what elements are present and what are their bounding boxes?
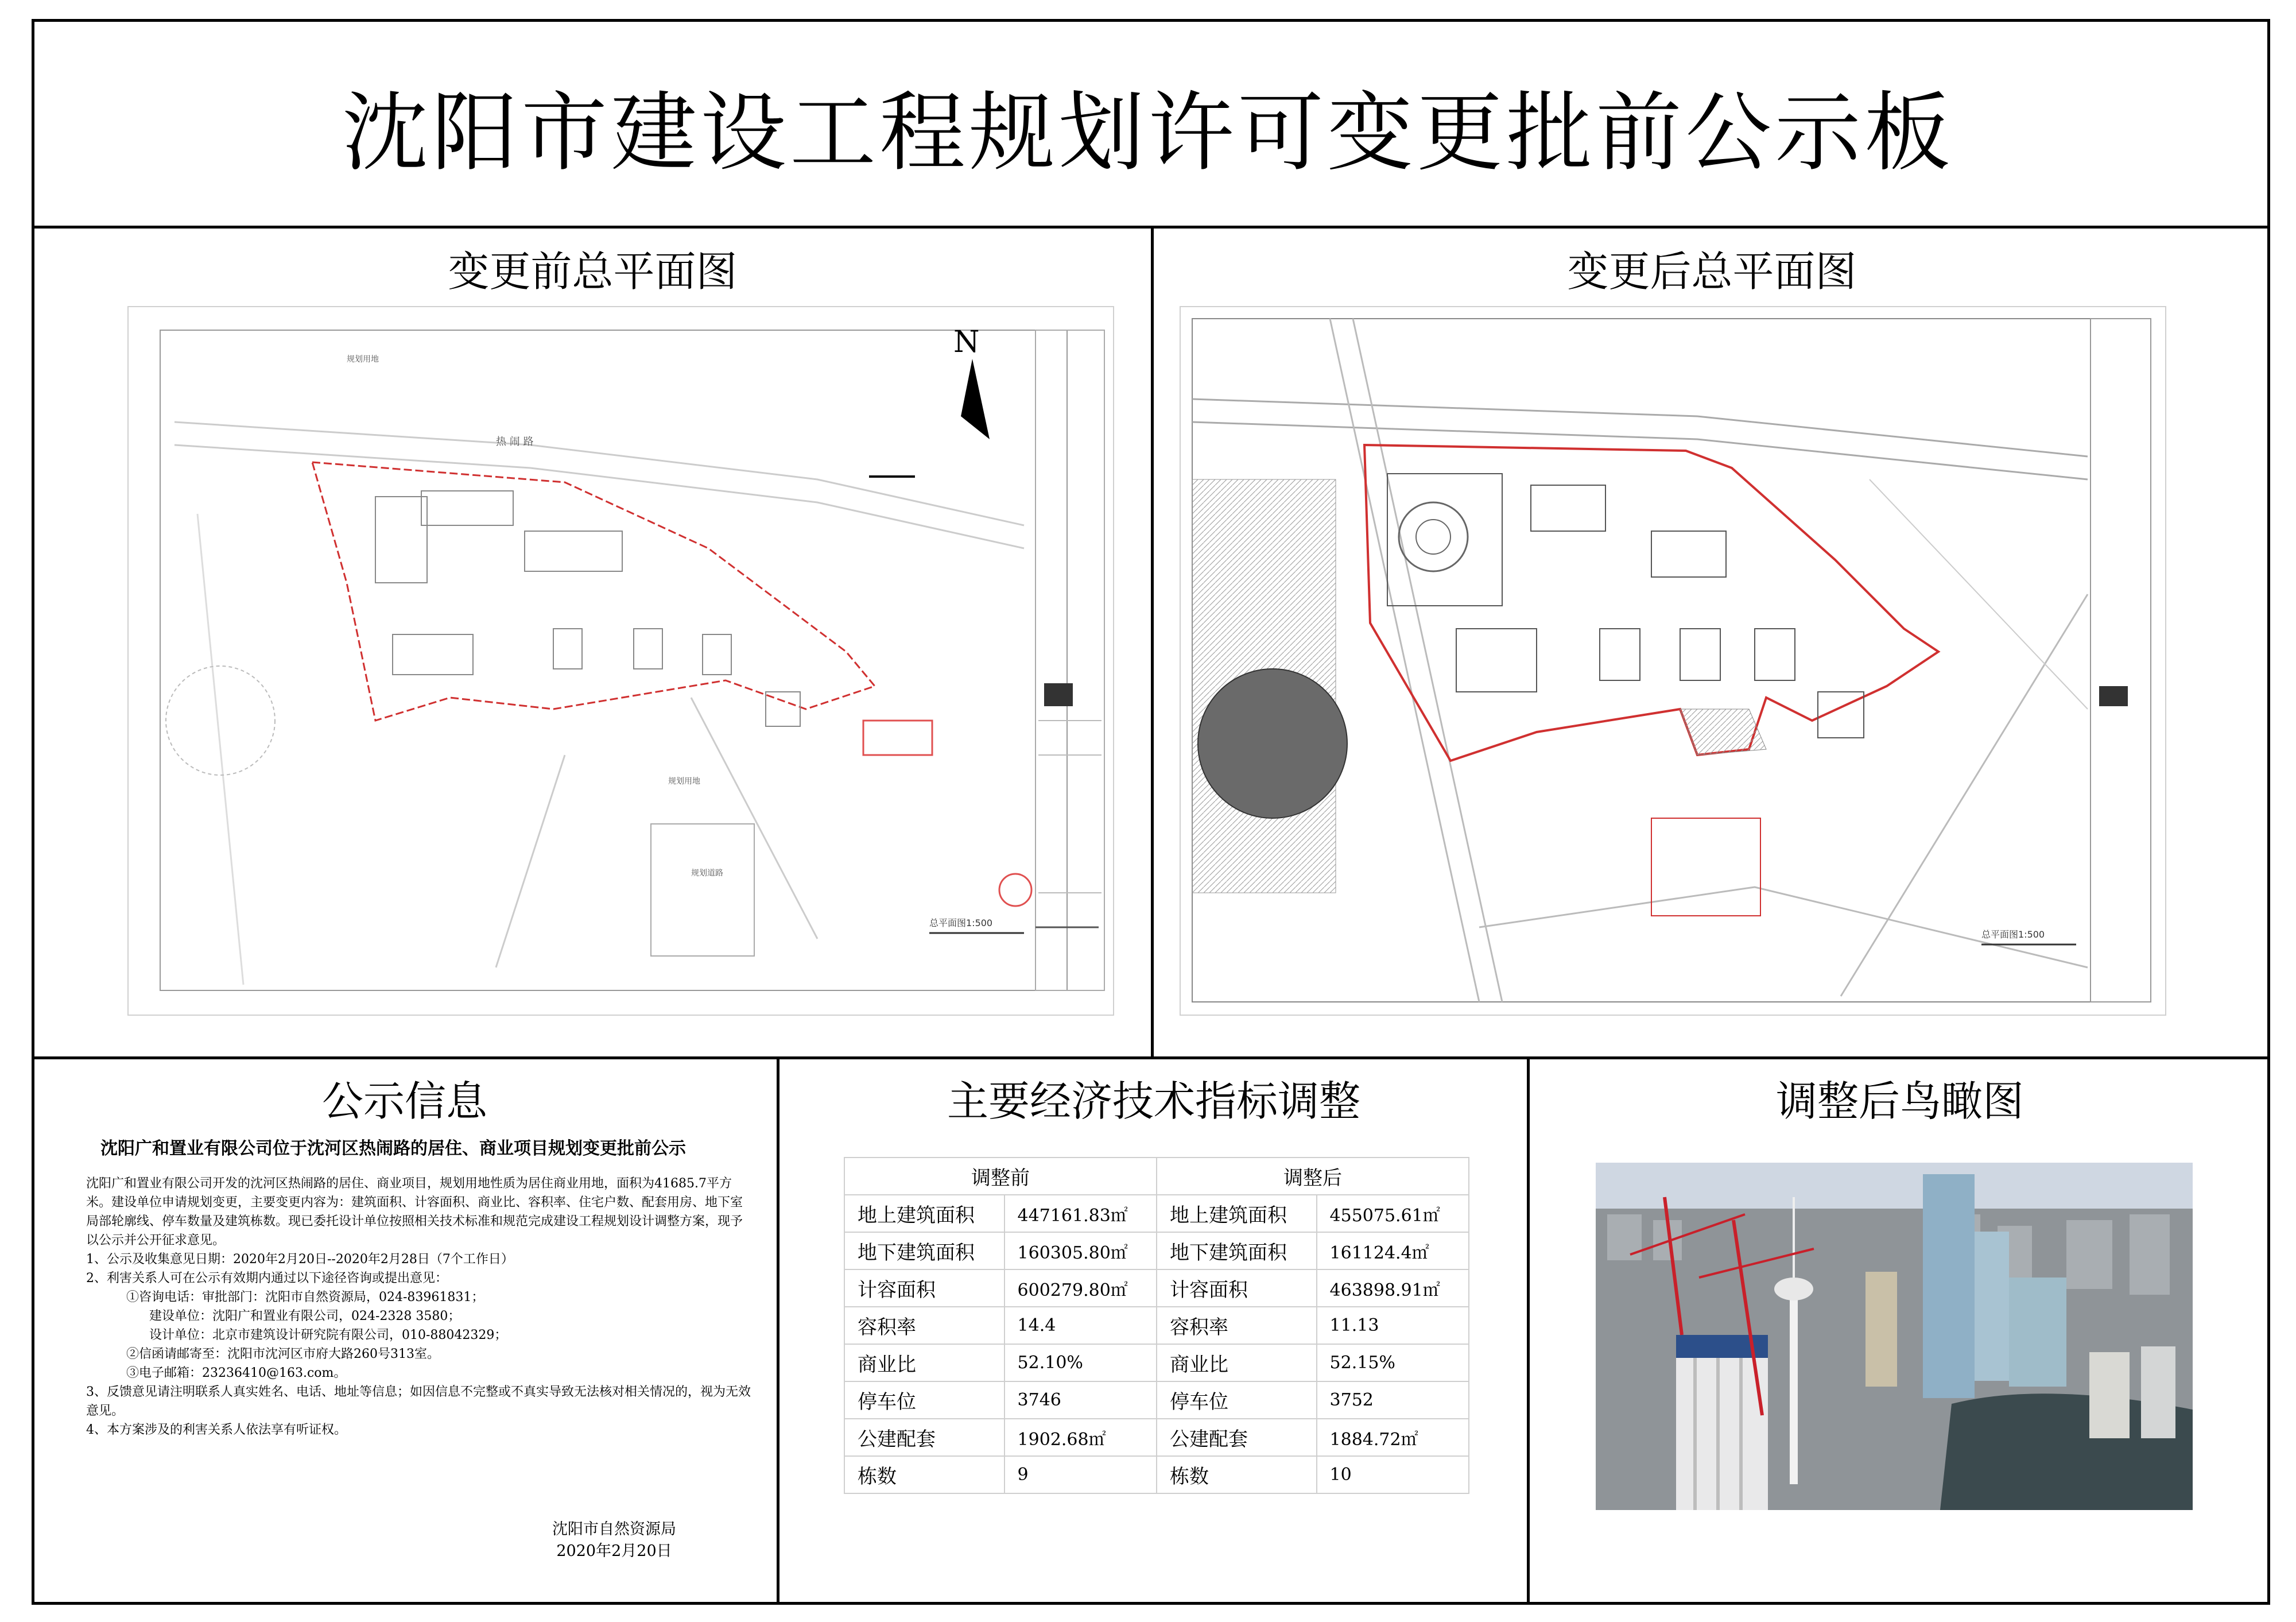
- board-title: 沈阳市建设工程规划许可变更批前公示板: [342, 83, 1954, 183]
- before-label: 栋数: [844, 1456, 1004, 1493]
- after-label: 栋数: [1157, 1456, 1317, 1493]
- after-plan-drawing: [1181, 307, 2165, 1015]
- notice-item-9: 4、本方案涉及的利害关系人依法享有听证权。: [86, 1423, 347, 1437]
- plan-divider: [1151, 226, 1154, 1058]
- before-scale-label: 总平面图1:500: [929, 918, 993, 928]
- after-label: 容积率: [1157, 1307, 1317, 1344]
- after-header: 调整后: [1157, 1158, 1469, 1195]
- notice-body: [52, 1174, 752, 1439]
- before-value: 52.10%: [1004, 1344, 1157, 1381]
- notice-item-6: ②信函请邮寄至：沈阳市沈河区市府大路260号313室。: [126, 1347, 440, 1361]
- table-row: [844, 1269, 1469, 1307]
- before-value: 600279.80㎡: [1004, 1269, 1157, 1307]
- bottom-divider-1: [777, 1056, 779, 1605]
- table-row: [844, 1344, 1469, 1381]
- after-scale-label: 总平面图1:500: [1981, 929, 2045, 940]
- after-label: 地上建筑面积: [1157, 1195, 1317, 1232]
- notice-item-4: 建设单位：沈阳广和置业有限公司，024-2328 3580；: [149, 1309, 461, 1323]
- north-label: N: [953, 325, 980, 359]
- before-plan-drawing: [129, 307, 1113, 1015]
- before-plan-title: 变更前总平面图: [448, 247, 738, 296]
- road-label: 热 闹 路: [496, 436, 534, 448]
- notice-item-7: ③电子邮箱：23236410@163.com。: [126, 1366, 347, 1380]
- indicators-table: [844, 1157, 1469, 1494]
- notice-date: 2020年2月20日: [556, 1542, 672, 1560]
- before-site-plan: [127, 306, 1114, 1016]
- plan-label-1: 规划用地: [347, 355, 379, 364]
- aerial-illustration: [1596, 1163, 2193, 1510]
- table-row: [844, 1419, 1469, 1456]
- notice-signature-block: [528, 1519, 700, 1562]
- before-label: 停车位: [844, 1381, 1004, 1419]
- before-value: 447161.83㎡: [1004, 1195, 1157, 1232]
- after-label: 商业比: [1157, 1344, 1317, 1381]
- notice-item-5: 设计单位：北京市建筑设计研究院有限公司，010-88042329；: [149, 1328, 507, 1342]
- after-value: 52.15%: [1317, 1344, 1469, 1381]
- notice-item-8: 3、反馈意见请注明联系人真实姓名、电话、地址等信息；如因信息不完整或不真实导致无法核对相关情况的，视为无效意见。: [86, 1385, 751, 1418]
- notice-signature: 沈阳市自然资源局: [552, 1520, 676, 1538]
- notice-item-2: 2、利害关系人可在公示有效期内通过以下途径咨询或提出意见：: [86, 1271, 448, 1286]
- before-header: 调整前: [844, 1158, 1157, 1195]
- before-value: 1902.68㎡: [1004, 1419, 1157, 1456]
- after-label: 地下建筑面积: [1157, 1232, 1317, 1269]
- before-value: 3746: [1004, 1381, 1157, 1419]
- before-label: 地下建筑面积: [844, 1232, 1004, 1269]
- indicators-title: 主要经济技术指标调整: [947, 1077, 1360, 1125]
- aerial-image: [1596, 1163, 2193, 1510]
- plan-label-3: 规划道路: [691, 869, 723, 878]
- before-label: 计容面积: [844, 1269, 1004, 1307]
- after-site-plan: [1180, 306, 2166, 1016]
- before-label: 容积率: [844, 1307, 1004, 1344]
- before-label: 公建配套: [844, 1419, 1004, 1456]
- notice-heading: 沈阳广和置业有限公司位于沈河区热闹路的居住、商业项目规划变更批前公示: [100, 1139, 686, 1159]
- table-row: [844, 1381, 1469, 1419]
- after-value: 11.13: [1317, 1307, 1469, 1344]
- before-value: 160305.80㎡: [1004, 1232, 1157, 1269]
- plan-label-2: 规划用地: [668, 777, 700, 786]
- table-row: [844, 1307, 1469, 1344]
- notice-item-3: ①咨询电话：审批部门：沈阳市自然资源局，024-83961831；: [126, 1290, 484, 1304]
- before-label: 地上建筑面积: [844, 1195, 1004, 1232]
- notice-paragraph: 沈阳广和置业有限公司开发的沈河区热闹路的居住、商业项目，规划用地性质为居住商业用地，面积为41685.7平方米。建设单位申请规划变更，主要变更内容为：建筑面积、计容面积、商业比、容积率、住宅户数、配套用房、地下室局部轮廓线、停车数量及建筑栋数。现已委托设计单位按照相关技术标准和规范完成建设工程规划设计调整方案，现予以公示并公开征求意见。: [86, 1176, 743, 1248]
- after-plan-title: 变更后总平面图: [1567, 247, 1857, 296]
- before-value: 9: [1004, 1456, 1157, 1493]
- after-label: 公建配套: [1157, 1419, 1317, 1456]
- before-label: 商业比: [844, 1344, 1004, 1381]
- after-label: 计容面积: [1157, 1269, 1317, 1307]
- after-value: 3752: [1317, 1381, 1469, 1419]
- after-value: 1884.72㎡: [1317, 1419, 1469, 1456]
- after-value: 10: [1317, 1456, 1469, 1493]
- table-row: [844, 1456, 1469, 1493]
- table-row: [844, 1195, 1469, 1232]
- aerial-title: 调整后鸟瞰图: [1775, 1077, 2024, 1125]
- notice-title: 公示信息: [321, 1077, 487, 1125]
- table-header-row: [844, 1158, 1469, 1195]
- table-row: [844, 1232, 1469, 1269]
- after-label: 停车位: [1157, 1381, 1317, 1419]
- after-value: 463898.91㎡: [1317, 1269, 1469, 1307]
- after-value: 455075.61㎡: [1317, 1195, 1469, 1232]
- indicators-table-body: [844, 1195, 1469, 1493]
- after-value: 161124.4㎡: [1317, 1232, 1469, 1269]
- before-value: 14.4: [1004, 1307, 1157, 1344]
- notice-item-1: 1、公示及收集意见日期：2020年2月20日--2020年2月28日（7个工作日）: [86, 1252, 514, 1267]
- bottom-divider-2: [1527, 1056, 1530, 1605]
